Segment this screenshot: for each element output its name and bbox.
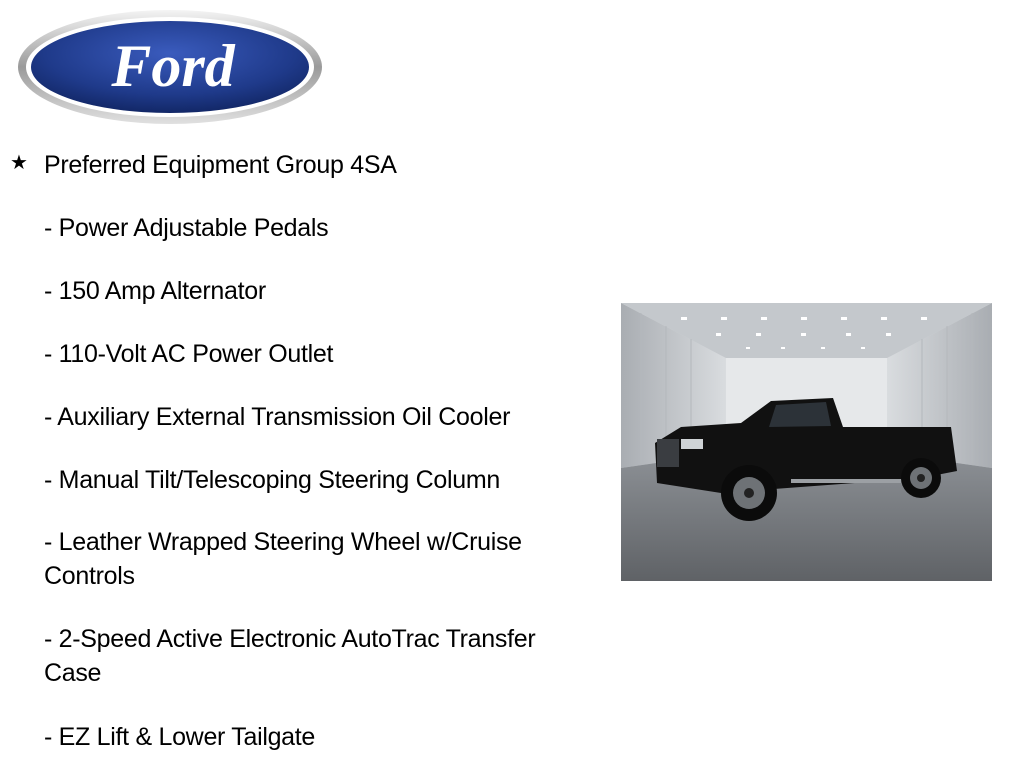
list-item: - Auxiliary External Transmission Oil Cooler — [44, 403, 511, 431]
list-item: - Leather Wrapped Steering Wheel w/Cruise Controls — [44, 528, 522, 590]
package-title: Preferred Equipment Group 4SA — [44, 151, 397, 179]
ford-logo — [16, 8, 324, 126]
list-item: - Manual Tilt/Telescoping Steering Column — [44, 466, 500, 494]
list-item: - 2-Speed Active Electronic AutoTrac Transfer Case — [44, 625, 536, 687]
list-item: - 150 Amp Alternator — [44, 277, 266, 305]
list-item: - Power Adjustable Pedals — [44, 214, 329, 242]
list-item: - EZ Lift & Lower Tailgate — [44, 723, 316, 751]
vehicle-photo — [621, 303, 992, 581]
logo-text: Ford — [111, 33, 235, 99]
star-icon: ★ — [10, 150, 28, 174]
list-item: - 110-Volt AC Power Outlet — [44, 340, 334, 368]
